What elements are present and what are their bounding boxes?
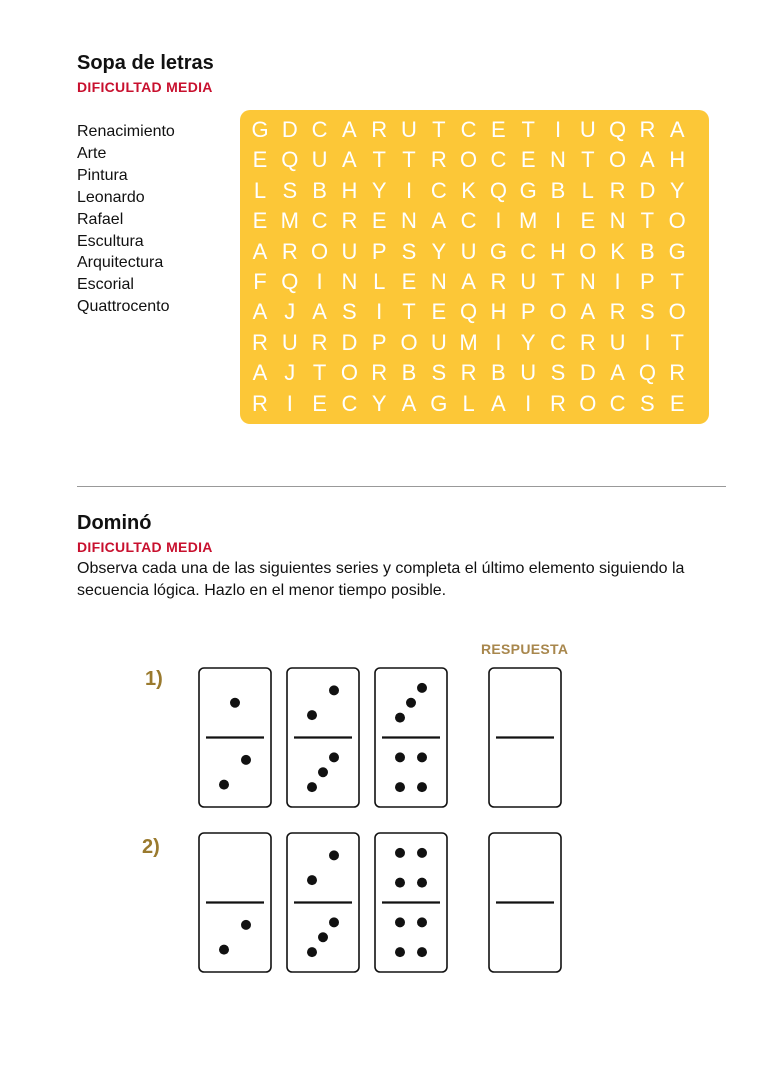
grid-letter[interactable]: G [430, 390, 448, 416]
grid-letter[interactable]: I [525, 390, 532, 416]
row-number: 1) [145, 668, 163, 690]
grid-letter[interactable]: A [401, 390, 417, 416]
domino-pip [329, 850, 339, 860]
grid-letter[interactable]: M [280, 208, 299, 234]
grid-letter[interactable]: I [405, 177, 413, 203]
grid-letter[interactable]: E [401, 269, 417, 294]
grid-letter[interactable]: R [579, 329, 596, 355]
domino-pip [241, 920, 251, 930]
domino-pip [417, 683, 427, 693]
grid-letter[interactable]: Q [281, 269, 299, 294]
grid-letter[interactable]: A [252, 299, 268, 325]
grid-letter[interactable]: C [520, 238, 537, 264]
domino-pip [329, 917, 339, 927]
domino-pip [417, 917, 427, 927]
grid-letter[interactable]: B [550, 177, 566, 203]
grid-letter[interactable]: I [495, 329, 502, 355]
grid-letter[interactable]: T [402, 147, 416, 173]
grid-letter[interactable]: Q [638, 360, 656, 386]
grid-letter[interactable]: T [670, 269, 684, 294]
domino-pip [395, 782, 405, 792]
grid-letter[interactable]: P [520, 299, 536, 325]
grid-letter[interactable]: U [520, 360, 537, 386]
grid-letter[interactable]: Y [520, 329, 536, 355]
domino-pip [307, 875, 317, 885]
grid-letter[interactable]: A [491, 390, 506, 416]
grid-letter[interactable]: O [340, 360, 358, 386]
grid-letter[interactable]: R [669, 360, 686, 386]
word-list-item: Escultura [77, 232, 144, 250]
grid-letter[interactable]: E [371, 208, 387, 234]
domino-pip [395, 878, 405, 888]
grid-letter[interactable]: O [579, 238, 597, 264]
grid-letter[interactable]: S [431, 360, 447, 386]
grid-letter[interactable]: O [579, 390, 597, 416]
grid-letter[interactable]: S [342, 299, 357, 325]
grid-letter[interactable]: I [376, 299, 383, 325]
grid-letter[interactable]: T [551, 269, 565, 294]
grid-letter[interactable]: A [312, 299, 327, 325]
grid-letter[interactable]: B [640, 238, 655, 264]
grid-letter[interactable]: S [640, 299, 655, 325]
grid-letter[interactable]: R [341, 208, 358, 234]
grid-letter[interactable]: R [550, 390, 566, 416]
grid-letter[interactable]: R [490, 269, 507, 294]
grid-letter[interactable]: A [252, 238, 268, 264]
grid-letter[interactable]: E [491, 117, 506, 142]
grid-letter[interactable]: G [519, 177, 537, 203]
domino-pip [395, 917, 405, 927]
grid-letter[interactable]: S [401, 238, 417, 264]
grid-letter[interactable]: B [401, 360, 417, 386]
grid-letter[interactable]: T [521, 117, 535, 142]
grid-letter[interactable]: O [609, 147, 627, 173]
domino-pip [417, 878, 427, 888]
wordsearch-title: Sopa de letras [77, 52, 214, 74]
word-list-item: Quattrocento [77, 298, 170, 316]
grid-letter[interactable]: I [286, 390, 293, 416]
grid-letter[interactable]: U [430, 329, 447, 355]
grid-letter[interactable]: Q [460, 299, 478, 325]
grid-letter[interactable]: D [281, 117, 298, 142]
grid-letter[interactable]: H [669, 147, 686, 173]
grid-letter[interactable]: A [640, 147, 655, 173]
word-list-item: Arte [77, 144, 107, 162]
grid-letter[interactable]: G [489, 238, 507, 264]
grid-letter[interactable]: E [312, 390, 327, 416]
grid-letter[interactable]: S [640, 390, 655, 416]
word-list-item: Leonardo [77, 188, 145, 206]
grid-letter[interactable]: C [460, 117, 477, 142]
domino-pip [241, 755, 251, 765]
grid-letter[interactable]: H [550, 238, 566, 264]
grid-letter[interactable]: I [644, 329, 651, 355]
grid-letter[interactable]: T [432, 117, 446, 142]
grid-letter[interactable]: C [609, 390, 626, 416]
grid-letter[interactable]: E [431, 299, 447, 325]
grid-letter[interactable]: E [520, 147, 536, 173]
grid-letter[interactable]: C [341, 390, 358, 416]
grid-letter[interactable]: C [490, 147, 507, 173]
grid-letter[interactable]: H [490, 299, 507, 325]
domino-pip [329, 752, 339, 762]
grid-letter[interactable]: P [371, 238, 387, 264]
grid-letter[interactable]: C [550, 329, 566, 355]
grid-letter[interactable]: O [400, 329, 418, 355]
word-list-item: Arquitectura [77, 254, 164, 272]
domino-pip [219, 945, 229, 955]
grid-letter[interactable]: A [252, 360, 268, 386]
grid-letter[interactable]: Q [489, 177, 507, 203]
word-list-item: Escorial [77, 276, 134, 294]
grid-letter[interactable]: A [342, 117, 357, 142]
grid-letter[interactable]: L [253, 177, 267, 203]
grid-letter[interactable]: R [252, 390, 268, 416]
grid-letter[interactable]: O [460, 147, 478, 173]
grid-letter[interactable]: L [462, 390, 475, 416]
grid-letter[interactable]: R [252, 329, 268, 355]
grid-letter[interactable]: A [431, 208, 447, 234]
grid-letter[interactable]: T [372, 147, 386, 173]
grid-letter[interactable]: N [609, 208, 626, 234]
grid-letter[interactable]: U [341, 238, 358, 264]
grid-letter[interactable]: J [284, 360, 296, 386]
grid-letter[interactable]: K [610, 238, 625, 264]
domino-pip [307, 782, 317, 792]
grid-letter[interactable]: L [373, 269, 386, 294]
domino-pip [406, 698, 416, 708]
grid-letter[interactable]: A [610, 360, 625, 386]
grid-letter[interactable]: O [311, 238, 329, 264]
grid-letter[interactable]: T [312, 360, 327, 386]
grid-letter[interactable]: U [579, 117, 596, 142]
grid-letter[interactable]: R [371, 360, 388, 386]
grid-letter[interactable]: R [281, 238, 298, 264]
grid-letter[interactable]: D [639, 177, 656, 203]
grid-letter[interactable]: E [580, 208, 596, 234]
grid-letter[interactable]: N [430, 269, 447, 294]
grid-letter[interactable]: M [519, 208, 538, 234]
grid-letter[interactable]: R [460, 360, 477, 386]
grid-letter[interactable]: S [282, 177, 298, 203]
grid-letter[interactable]: C [430, 177, 447, 203]
grid-letter[interactable]: D [341, 329, 358, 355]
grid-letter[interactable]: C [311, 208, 328, 234]
domino-pip [230, 698, 240, 708]
grid-letter[interactable]: U [401, 117, 417, 142]
domino-pip [417, 848, 427, 858]
grid-letter[interactable]: T [581, 147, 595, 173]
domino-pip [417, 947, 427, 957]
grid-letter[interactable]: I [554, 117, 562, 142]
grid-letter[interactable]: Y [669, 177, 685, 203]
grid-letter[interactable]: E [669, 390, 685, 416]
domino-pip [307, 710, 317, 720]
word-list-item: Rafael [77, 210, 124, 228]
answer-label: RESPUESTA [481, 641, 569, 657]
grid-letter[interactable]: A [580, 299, 596, 325]
grid-letter[interactable]: I [316, 269, 323, 294]
grid-letter[interactable]: A [669, 117, 685, 142]
domino-pip [395, 713, 405, 723]
grid-letter[interactable]: B [491, 360, 506, 386]
grid-letter[interactable]: O [668, 299, 686, 325]
wordsearch-difficulty: DIFICULTAD MEDIA [77, 79, 213, 95]
grid-letter[interactable]: A [342, 147, 357, 173]
grid-letter[interactable]: Q [609, 117, 627, 142]
grid-letter[interactable]: R [609, 299, 626, 325]
grid-letter[interactable]: N [341, 269, 358, 294]
grid-letter[interactable]: N [579, 269, 596, 294]
grid-letter[interactable]: F [253, 269, 267, 294]
grid-letter[interactable]: R [311, 329, 328, 355]
grid-letter[interactable]: L [581, 177, 594, 203]
domino-pip [318, 932, 328, 942]
grid-letter[interactable]: Q [281, 147, 299, 173]
grid-letter[interactable]: U [609, 329, 626, 355]
grid-letter[interactable]: E [252, 147, 268, 173]
word-list-item: Renacimiento [77, 123, 175, 140]
grid-letter[interactable]: Y [371, 390, 387, 416]
grid-letter[interactable]: A [461, 269, 476, 294]
grid-letter[interactable]: R [430, 147, 447, 173]
domino-pip [219, 780, 229, 790]
grid-letter[interactable]: U [311, 147, 328, 173]
domino-pip [395, 947, 405, 957]
grid-letter[interactable]: G [668, 238, 686, 264]
grid-letter[interactable]: D [579, 360, 596, 386]
row-number: 2) [142, 836, 160, 858]
word-list-item: Pintura [77, 166, 128, 184]
domino-pip [395, 848, 405, 858]
grid-letter[interactable]: N [401, 208, 417, 234]
grid-letter[interactable]: N [550, 147, 566, 173]
domino-pip [318, 767, 328, 777]
grid-letter[interactable]: T [640, 208, 655, 234]
grid-letter[interactable]: R [371, 117, 388, 142]
grid-letter[interactable]: K [461, 177, 476, 203]
grid-letter[interactable]: J [284, 299, 296, 325]
grid-letter[interactable]: E [252, 208, 268, 234]
grid-letter[interactable]: Y [431, 238, 447, 264]
grid-letter[interactable]: U [281, 329, 298, 355]
grid-letter[interactable]: I [614, 269, 621, 294]
grid-letter[interactable]: P [640, 269, 655, 294]
grid-letter[interactable]: M [459, 329, 478, 355]
domino-pip [329, 685, 339, 695]
domino-title: Dominó [77, 512, 152, 534]
grid-letter[interactable]: C [311, 117, 328, 142]
grid-letter[interactable]: U [460, 238, 477, 264]
grid-letter[interactable]: O [668, 208, 686, 234]
domino-pip [395, 752, 405, 762]
grid-letter[interactable]: H [341, 177, 358, 203]
domino-instructions: Observa cada una de las siguientes series y completa el último elemento siguiendo la secuencia lógica. Hazlo en el menor tiempo posible. [77, 560, 685, 599]
grid-letter[interactable]: R [609, 177, 626, 203]
grid-letter[interactable]: P [371, 329, 387, 355]
grid-letter[interactable]: I [495, 208, 502, 234]
grid-letter[interactable]: U [520, 269, 537, 294]
grid-letter[interactable]: O [549, 299, 567, 325]
grid-letter[interactable]: Y [371, 177, 387, 203]
grid-letter[interactable]: B [312, 177, 327, 203]
domino-difficulty: DIFICULTAD MEDIA [77, 539, 213, 555]
grid-letter[interactable]: T [670, 329, 684, 355]
grid-letter[interactable]: G [251, 117, 269, 142]
grid-letter[interactable]: R [639, 117, 656, 142]
grid-letter[interactable]: T [402, 299, 416, 325]
grid-letter[interactable]: C [460, 208, 477, 234]
domino-pip [307, 947, 317, 957]
grid-letter[interactable]: I [554, 208, 562, 234]
domino-pip [417, 752, 427, 762]
domino-pip [417, 782, 427, 792]
grid-letter[interactable]: S [550, 360, 566, 386]
